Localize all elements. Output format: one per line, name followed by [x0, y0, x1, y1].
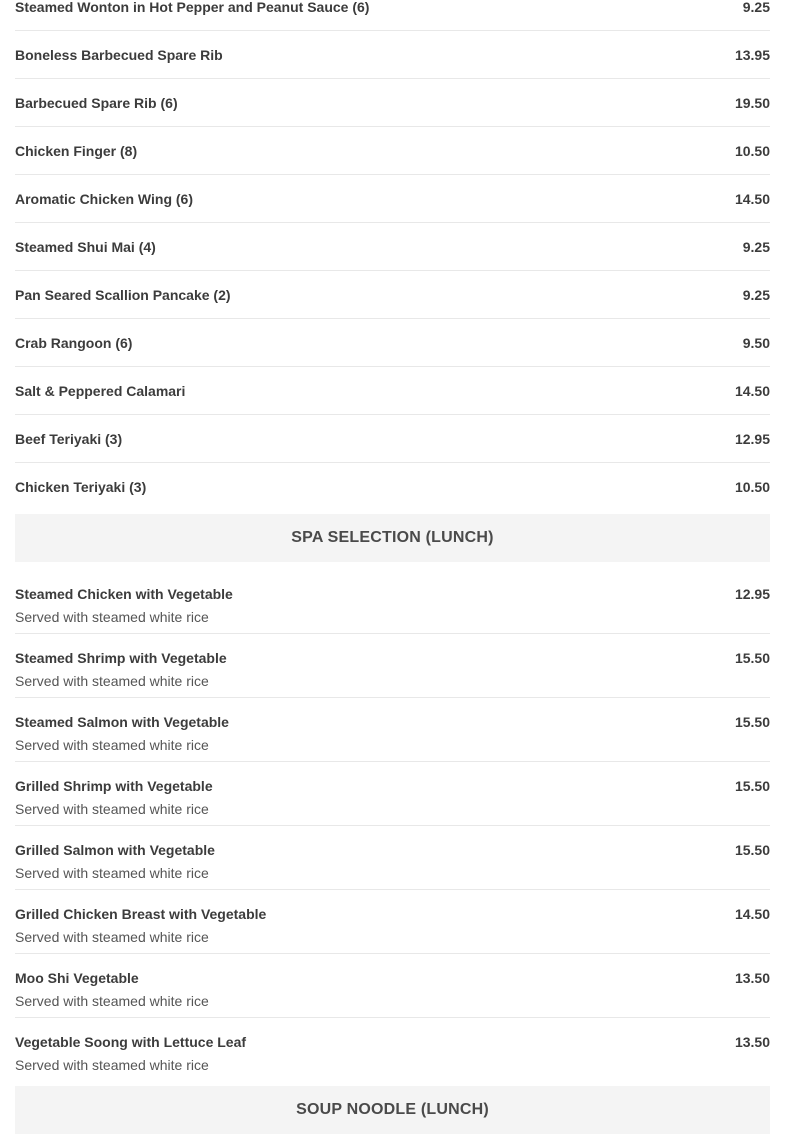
menu-item[interactable] — [15, 463, 770, 514]
section-header-soup-noodle: SOUP NOODLE (LUNCH) — [15, 1086, 770, 1134]
item-price: 15.50 — [734, 714, 770, 730]
menu-item[interactable] — [15, 954, 770, 1018]
item-price: 15.50 — [734, 778, 770, 794]
item-description: Served with steamed white rice — [15, 737, 209, 753]
item-price: 19.50 — [734, 95, 770, 111]
item-price: 13.95 — [734, 47, 770, 63]
item-name: Steamed Chicken with Vegetable — [15, 586, 233, 602]
menu-item[interactable] — [15, 271, 770, 319]
item-price: 9.25 — [742, 287, 770, 303]
item-description: Served with steamed white rice — [15, 801, 209, 817]
item-price: 10.50 — [734, 479, 770, 495]
item-name: Steamed Wonton in Hot Pepper and Peanut Sauce (6) — [15, 0, 370, 15]
item-price: 15.50 — [734, 650, 770, 666]
item-price: 13.50 — [734, 970, 770, 986]
item-name: Grilled Chicken Breast with Vegetable — [15, 906, 267, 922]
menu-item[interactable] — [15, 415, 770, 463]
item-price: 10.50 — [734, 143, 770, 159]
item-name: Crab Rangoon (6) — [15, 335, 133, 351]
item-description: Served with steamed white rice — [15, 673, 209, 689]
section-gap — [15, 562, 770, 570]
item-name: Grilled Salmon with Vegetable — [15, 842, 215, 858]
item-name: Boneless Barbecued Spare Rib — [15, 47, 223, 63]
menu-item[interactable] — [15, 223, 770, 271]
menu-item[interactable] — [15, 0, 770, 31]
menu-item[interactable] — [15, 826, 770, 890]
item-price: 12.95 — [734, 586, 770, 602]
item-description: Served with steamed white rice — [15, 1057, 209, 1073]
item-price: 9.25 — [742, 239, 770, 255]
item-name: Aromatic Chicken Wing (6) — [15, 191, 194, 207]
item-name: Salt & Peppered Calamari — [15, 383, 186, 399]
menu-item[interactable] — [15, 762, 770, 826]
item-price: 9.50 — [742, 335, 770, 351]
item-name: Barbecued Spare Rib (6) — [15, 95, 178, 111]
menu-item[interactable] — [15, 175, 770, 223]
menu-item[interactable] — [15, 31, 770, 79]
menu-item[interactable] — [15, 79, 770, 127]
item-price: 14.50 — [734, 383, 770, 399]
item-name: Beef Teriyaki (3) — [15, 431, 123, 447]
item-description: Served with steamed white rice — [15, 609, 209, 625]
item-description: Served with steamed white rice — [15, 993, 209, 1009]
menu-item[interactable] — [15, 1018, 770, 1086]
menu-list — [15, 0, 770, 1134]
menu-item[interactable] — [15, 890, 770, 954]
item-name: Grilled Shrimp with Vegetable — [15, 778, 213, 794]
menu-item[interactable] — [15, 127, 770, 175]
section-header-spa-selection: SPA SELECTION (LUNCH) — [15, 514, 770, 562]
item-name: Vegetable Soong with Lettuce Leaf — [15, 1034, 247, 1050]
item-name: Moo Shi Vegetable — [15, 970, 139, 986]
menu-item[interactable] — [15, 698, 770, 762]
item-description: Served with steamed white rice — [15, 865, 209, 881]
item-price: 15.50 — [734, 842, 770, 858]
item-name: Pan Seared Scallion Pancake (2) — [15, 287, 231, 303]
item-price: 12.95 — [734, 431, 770, 447]
item-name: Steamed Shrimp with Vegetable — [15, 650, 227, 666]
item-name: Chicken Teriyaki (3) — [15, 479, 147, 495]
menu-item[interactable] — [15, 634, 770, 698]
menu-item[interactable] — [15, 319, 770, 367]
item-name: Steamed Salmon with Vegetable — [15, 714, 229, 730]
item-price: 14.50 — [734, 906, 770, 922]
item-price: 13.50 — [734, 1034, 770, 1050]
item-description: Served with steamed white rice — [15, 929, 209, 945]
item-name: Steamed Shui Mai (4) — [15, 239, 156, 255]
menu-item[interactable] — [15, 367, 770, 415]
item-price: 14.50 — [734, 191, 770, 207]
menu-item[interactable] — [15, 570, 770, 634]
item-price: 9.25 — [742, 0, 770, 15]
item-name: Chicken Finger (8) — [15, 143, 138, 159]
